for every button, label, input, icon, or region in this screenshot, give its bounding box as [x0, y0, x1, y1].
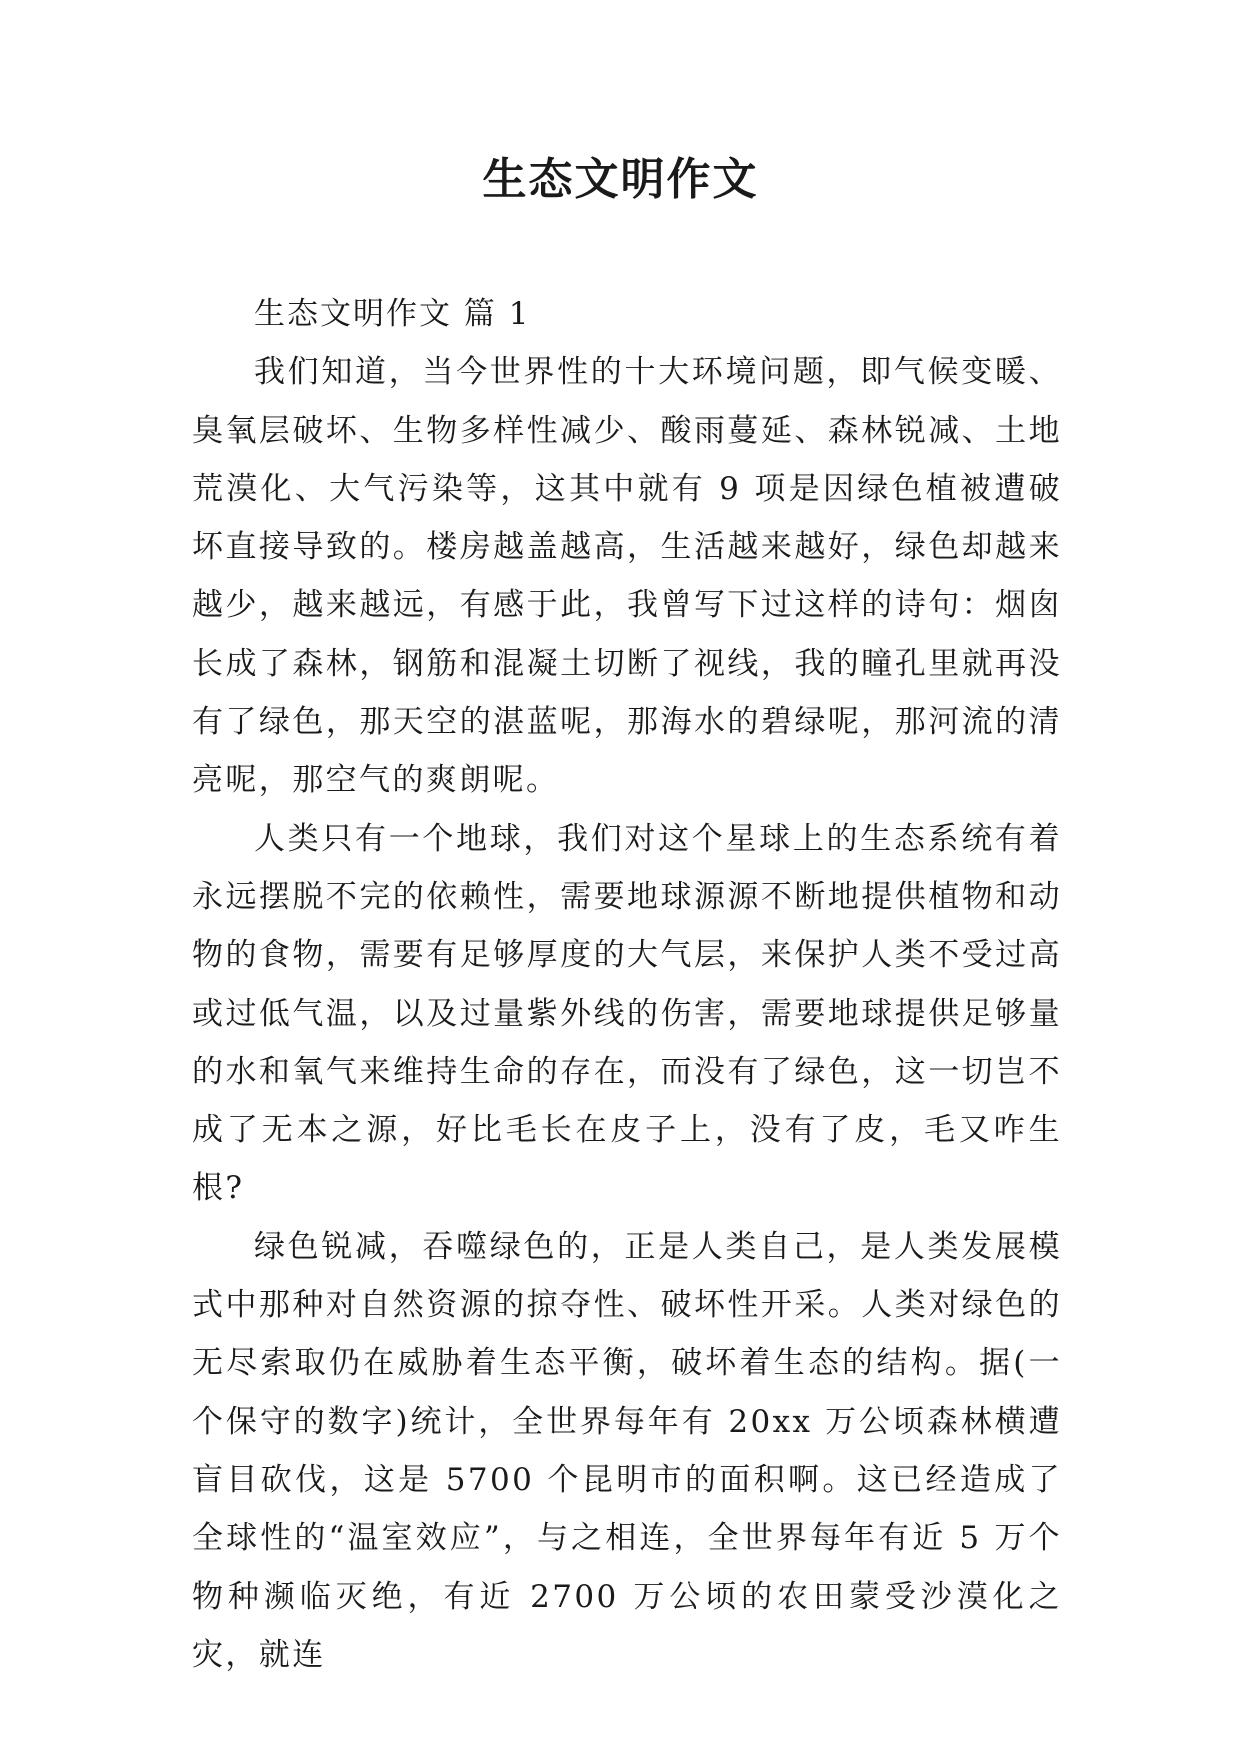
paragraph-3: 绿色锐减，吞噬绿色的，正是人类自己，是人类发展模式中那种对自然资源的掠夺性、破坏性开采。人类对绿色的无尽索取仍在威胁着生态平衡，破坏着生态的结构。据(一个保守的数字)统计，全世界每年有 20xx 万公顷森林横遭盲目砍伐，这是 5700 个昆明市的面积啊。这已经造成了全球性的“温室效应”，与之相连，全世界每年有近 5 万个物种濒临灭绝，有近 2700 万公顷的农田蒙受沙漠化之灾，就连	[192, 1228, 1062, 1673]
document-body	[192, 285, 1062, 1684]
paragraph-1: 我们知道，当今世界性的十大环境问题，即气候变暖、臭氧层破坏、生物多样性减少、酸雨蔓延、森林锐减、土地荒漠化、大气污染等，这其中就有 9 项是因绿色植被遭破坏直接导致的。楼房越盖越高，生活越来越好，绿色却越来越少，越来越远，有感于此，我曾写下过这样的诗句：烟囱长成了森林，钢筋和混凝土切断了视线，我的瞳孔里就再没有了绿色，那天空的湛蓝呢，那海水的碧绿呢，那河流的清亮呢，那空气的爽朗呢。	[192, 354, 1062, 799]
section-heading: 生态文明作文 篇 1	[254, 296, 531, 332]
paragraph-2: 人类只有一个地球，我们对这个星球上的生态系统有着永远摆脱不完的依赖性，需要地球源源不断地提供植物和动物的食物，需要有足够厚度的大气层，来保护人类不受过高或过低气温，以及过量紫外线的伤害，需要地球提供足够量的水和氧气来维持生命的存在，而没有了绿色，这一切岂不成了无本之源，好比毛长在皮子上，没有了皮，毛又咋生根?	[192, 820, 1062, 1207]
document-title: 生态文明作文	[482, 154, 759, 205]
